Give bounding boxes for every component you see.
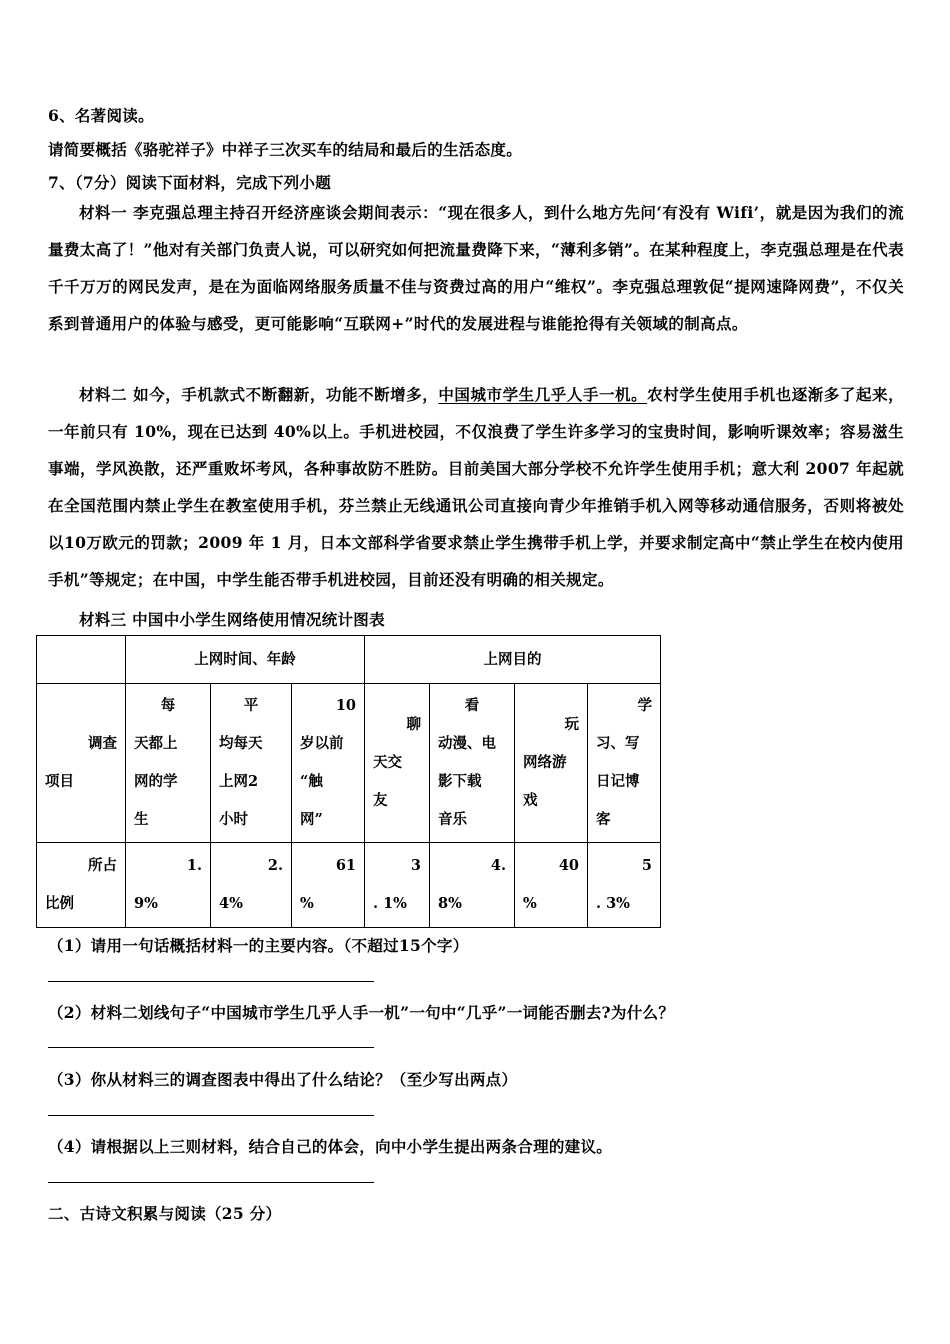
material-2-rest: 农村学生使用手机也逐渐多了起来，一年前只有 10%，现在已达到 40%以上。手机进校园，不仅浪费了学生许多学习的宝贵时间，影响听课效率；容易滋生事端，学风涣散，还严重败坏考风，各种事故防不胜防。目前美国大部分学校不允许学生使用手机；意大利 2007 年起就在全国范围内禁止学生在教室使用手机，芬兰禁止无线通讯公司直接向青少年推销手机入网等移动通信服务，否则将被处以10万欧元的罚款；2009 年 1 月，日本文部科学省要求禁止学生携带手机上学，并要求制定高中“禁止学生在校内使用手机”等规定；在中国，中学生能否带手机进校园，目前还没有明确的相关规定。 bbox=[48, 385, 904, 589]
sub-question-3: （3）你从材料三的调查图表中得出了什么结论？（至少写出两点） bbox=[48, 1070, 518, 1089]
survey-table bbox=[36, 635, 661, 928]
table-cell-ratio: 2. 4% bbox=[211, 843, 292, 928]
table-group-header-purpose: 上网目的 bbox=[365, 636, 661, 684]
table-col-header: 每 天都上 网的学 生 bbox=[126, 684, 211, 843]
q6-prompt: 请简要概括《骆驼祥子》中祥子三次买车的结局和最后的生活态度。 bbox=[48, 140, 523, 159]
table-cell-ratio: 61 % bbox=[292, 843, 365, 928]
material-2-intro: 材料二 如今，手机款式不断翻新，功能不断增多， bbox=[79, 385, 439, 404]
table-col-header: 看 动漫、电 影下载 音乐 bbox=[430, 684, 515, 843]
table-group-header-time: 上网时间、年龄 bbox=[126, 636, 365, 684]
answer-line-1[interactable] bbox=[48, 981, 374, 982]
table-cell-ratio: 5 . 3% bbox=[588, 843, 661, 928]
material-2 bbox=[48, 376, 904, 598]
table-row-header-item: 调查 项目 bbox=[37, 684, 126, 843]
q6-title: 6、名著阅读。 bbox=[48, 106, 154, 125]
sub-question-2: （2）材料二划线句子“中国城市学生几乎人手一机”一句中“几乎”一词能否删去?为什么？ bbox=[48, 1003, 675, 1022]
answer-line-4[interactable] bbox=[48, 1182, 374, 1183]
table-col-header: 平 均每天 上网2 小时 bbox=[211, 684, 292, 843]
material-3-title: 材料三 中国中小学生网络使用情况统计图表 bbox=[79, 610, 385, 629]
table-col-header: 玩 网络游 戏 bbox=[515, 684, 588, 843]
material-2-underlined-sentence: 中国城市学生几乎人手一机。 bbox=[438, 385, 648, 404]
answer-line-2[interactable] bbox=[48, 1047, 374, 1048]
q7-title: 7、（7分）阅读下面材料，完成下列小题 bbox=[48, 173, 332, 192]
table-col-header: 学 习、写 日记博 客 bbox=[588, 684, 661, 843]
table-col-header: 10 岁以前 “触 网” bbox=[292, 684, 365, 843]
section-2-heading: 二、古诗文积累与阅读（25 分） bbox=[48, 1204, 282, 1223]
table-col-header: 聊 天交 友 bbox=[365, 684, 430, 843]
table-cell-ratio: 4. 8% bbox=[430, 843, 515, 928]
sub-question-1: （1）请用一句话概括材料一的主要内容。（不超过15个字） bbox=[48, 936, 469, 955]
table-row-header-ratio: 所占 比例 bbox=[37, 843, 126, 928]
table-cell-ratio: 3 . 1% bbox=[365, 843, 430, 928]
sub-question-4: （4）请根据以上三则材料，结合自己的体会，向中小学生提出两条合理的建议。 bbox=[48, 1137, 613, 1156]
table-cell-ratio: 1. 9% bbox=[126, 843, 211, 928]
table-cell-ratio: 40 % bbox=[515, 843, 588, 928]
table-corner-cell bbox=[37, 636, 126, 684]
material-1: 材料一 李克强总理主持召开经济座谈会期间表示：“现在很多人，到什么地方先问‘有没有 Wifi’，就是因为我们的流量费太高了！”他对有关部门负责人说，可以研究如何把流量费降下来，“薄利多销”。在某种程度上，李克强总理是在代表千千万万的网民发声，是在为面临网络服务质量不佳与资费过高的用户“维权”。李克强总理敦促“提网速降网费”，不仅关系到普通用户的体验与感受，更可能影响“互联网+”时代的发展进程与谁能抢得有关领域的制高点。 bbox=[48, 203, 904, 333]
answer-line-3[interactable] bbox=[48, 1115, 374, 1116]
